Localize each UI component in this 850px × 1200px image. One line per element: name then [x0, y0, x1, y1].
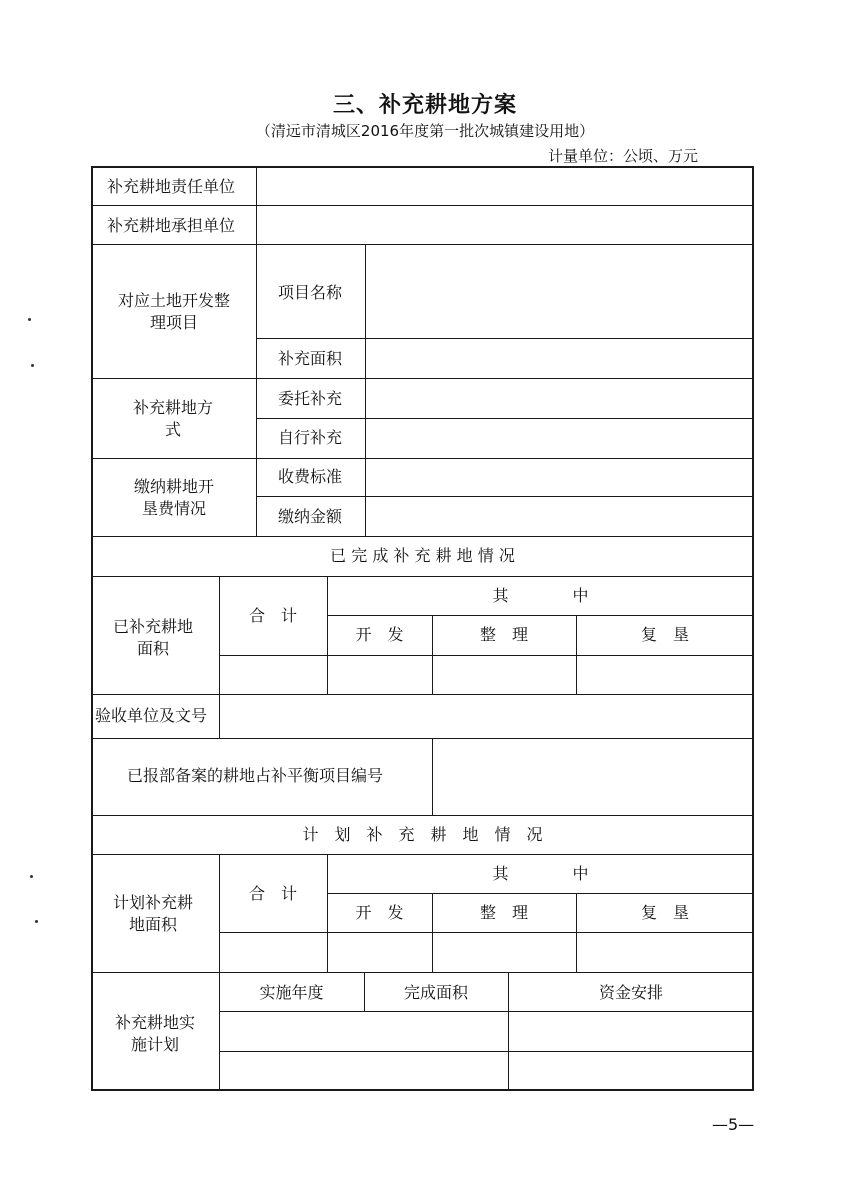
completed-among-label: 其 中 — [492, 586, 589, 605]
acceptance-label: 验收单位及文号 — [95, 706, 208, 725]
unit-note: 计量单位：公顷、万元 — [548, 147, 699, 165]
implementation-label: 补充耕地实施计划 — [114, 1013, 195, 1054]
completed-area-label: 已补充耕地面积 — [112, 617, 193, 658]
responsible-unit-label: 补充耕地责任单位 — [107, 177, 236, 196]
scan-speck — [31, 364, 34, 367]
planned-total-label: 合 计 — [248, 884, 297, 903]
planned-area-label: 计划补充耕地面积 — [112, 893, 193, 934]
completed-arrange-label: 整 理 — [479, 625, 528, 644]
self-label: 自行补充 — [278, 428, 343, 447]
project-label: 对应土地开发整理项目 — [118, 291, 231, 332]
fee-amount-label: 缴纳金额 — [278, 507, 343, 526]
implementation-area-label: 完成面积 — [403, 983, 468, 1002]
page-subtitle: （清远市清城区2016年度第一批次城镇建设用地） — [255, 122, 595, 140]
page-title: 三、补充耕地方案 — [332, 93, 517, 118]
planned-reclaim-label: 复 垦 — [640, 903, 689, 922]
completed-total-label: 合 计 — [248, 606, 297, 625]
planned-arrange-label: 整 理 — [479, 903, 528, 922]
filed-project-label: 已报部备案的耕地占补平衡项目编号 — [127, 766, 384, 785]
planned-develop-label: 开 发 — [355, 903, 404, 922]
scan-speck — [35, 920, 38, 923]
scan-speck — [28, 318, 31, 321]
page-number: —5— — [712, 1115, 755, 1134]
completed-reclaim-label: 复 垦 — [640, 625, 689, 644]
project-name-label: 项目名称 — [278, 283, 343, 302]
entrusted-label: 委托补充 — [278, 389, 343, 408]
planned-among-label: 其 中 — [492, 864, 589, 883]
scan-speck — [30, 875, 33, 878]
undertaking-unit-label: 补充耕地承担单位 — [107, 216, 236, 235]
method-label: 补充耕地方式 — [132, 398, 213, 439]
implementation-funds-label: 资金安排 — [598, 983, 663, 1002]
completed-section-title: 已 完 成 补 充 耕 地 情 况 — [330, 546, 515, 565]
implementation-year-label: 实施年度 — [259, 983, 324, 1002]
fee-standard-label: 收费标准 — [278, 467, 343, 486]
planned-section-title: 计 划 补 充 耕 地 情 况 — [302, 825, 543, 844]
completed-develop-label: 开 发 — [355, 625, 404, 644]
supplement-area-label: 补充面积 — [278, 349, 343, 368]
fee-label: 缴纳耕地开垦费情况 — [133, 477, 214, 518]
